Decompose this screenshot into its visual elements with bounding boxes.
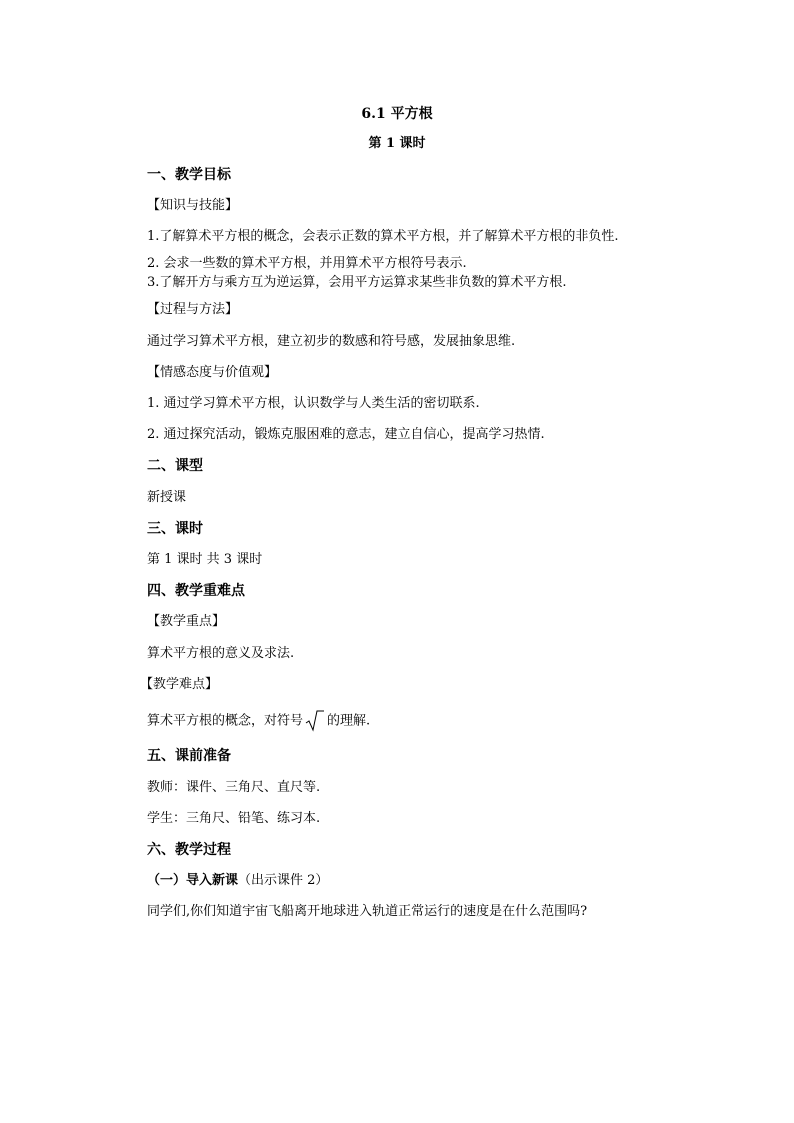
teacher-preparation: 教师：课件、三角尺、直尺等.: [147, 780, 321, 795]
subheading-process-methods: 【过程与方法】: [147, 302, 239, 317]
square-root-symbol: [305, 710, 325, 732]
intro-heading: [147, 873, 328, 889]
period-value: 第 1 课时 共 3 课时: [147, 552, 263, 567]
section-heading-preparation: 五、课前准备: [147, 748, 231, 764]
difficulty-text: [147, 710, 370, 732]
difficulty-text-after: 的理解.: [327, 713, 371, 729]
intro-paragraph: 同学们,你们知道宇宙飞船离开地球进入轨道正常运行的速度是在什么范围吗?: [147, 904, 588, 919]
objective-emotion-2: 2. 通过探究活动，锻炼克服困难的意志，建立自信心，提高学习热情.: [147, 427, 545, 442]
subheading-knowledge-skills: 【知识与技能】: [147, 198, 239, 213]
student-preparation: 学生：三角尺、铅笔、练习本.: [147, 811, 321, 826]
difficulty-text-before: 算术平方根的概念，对符号: [147, 713, 304, 729]
objective-knowledge-2: 2. 会求一些数的算术平方根，并用算术平方根符号表示.: [147, 256, 467, 271]
intro-label: （一）导入新课: [147, 873, 239, 888]
objective-knowledge-1: 1.了解算术平方根的概念，会表示正数的算术平方根，并了解算术平方根的非负性.: [147, 229, 619, 244]
section-heading-periods: 三、课时: [147, 521, 203, 537]
objective-process-1: 通过学习算术平方根，建立初步的数感和符号感，发展抽象思维.: [147, 334, 516, 349]
section-heading-objectives: 一、教学目标: [147, 167, 231, 183]
subheading-emotion-values: 【情感态度与价值观】: [147, 365, 278, 380]
section-heading-key-difficulties: 四、教学重难点: [147, 583, 245, 599]
subheading-difficulty: 【教学难点】: [140, 677, 219, 692]
section-heading-teaching-process: 六、教学过程: [147, 842, 231, 858]
intro-note: （出示课件 2）: [238, 873, 329, 888]
subheading-key-point: 【教学重点】: [147, 614, 226, 629]
lesson-type-value: 新授课: [147, 490, 187, 505]
section-heading-lesson-type: 二、课型: [147, 458, 203, 474]
key-point-text: 算术平方根的意义及求法.: [147, 646, 295, 661]
objective-emotion-1: 1. 通过学习算术平方根，认识数学与人类生活的密切联系.: [147, 396, 480, 411]
lesson-subtitle: 第 1 课时: [368, 136, 426, 151]
page-title: 6.1 平方根: [361, 106, 433, 122]
objective-knowledge-3: 3.了解开方与乘方互为逆运算，会用平方运算求某些非负数的算术平方根.: [147, 275, 567, 290]
